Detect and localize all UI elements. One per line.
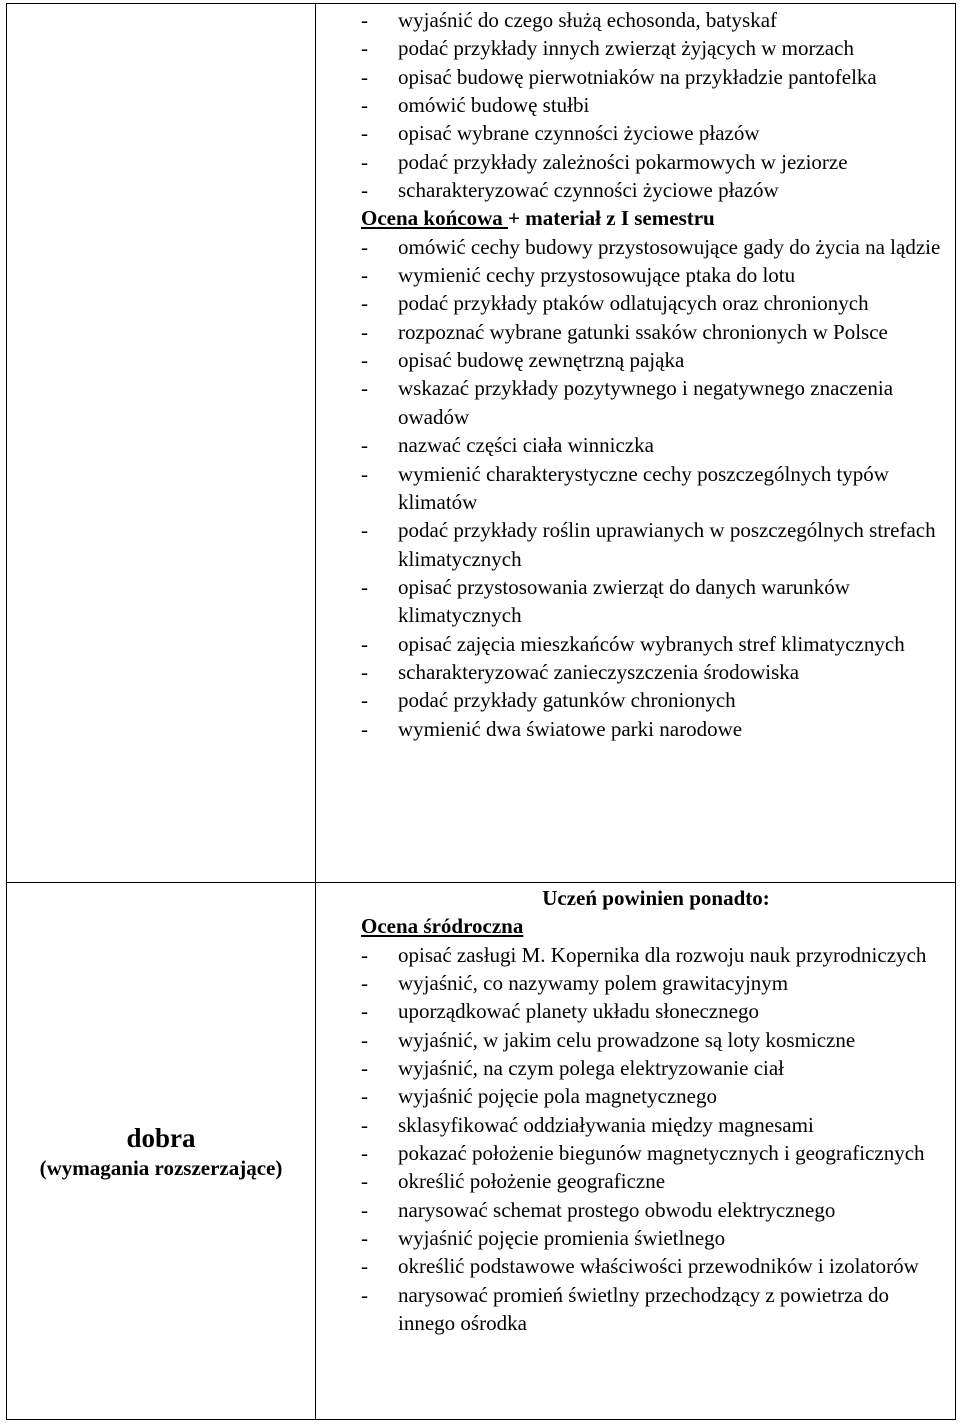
list-dash: - xyxy=(361,1056,368,1081)
list-item-text: podać przykłady roślin uprawianych w poszczególnych strefach klimatycznych xyxy=(398,518,936,571)
row-divider xyxy=(7,882,955,883)
list-dash: - xyxy=(361,64,368,89)
list-dash: - xyxy=(361,234,368,259)
list-item-text: uporządkować planety układu słonecznego xyxy=(398,999,759,1024)
list-dash: - xyxy=(361,348,368,373)
list-dash: - xyxy=(361,631,368,656)
list-item xyxy=(361,34,951,62)
list-dash: - xyxy=(361,1027,368,1052)
list-dash: - xyxy=(361,1084,368,1109)
midterm-grade-heading: Ocena śródroczna xyxy=(361,914,524,939)
list-dash: - xyxy=(361,574,368,599)
list-item xyxy=(361,1082,951,1110)
list-item xyxy=(361,573,951,630)
list-item xyxy=(361,460,951,517)
list-item xyxy=(361,318,951,346)
list-item xyxy=(361,630,951,658)
list-item xyxy=(361,686,951,714)
list-item-text: wyjaśnić pojęcie promienia świetlnego xyxy=(398,1226,726,1251)
final-grade-heading-underlined: Ocena końcowa xyxy=(361,206,508,231)
list-item-text: podać przykłady gatunków chronionych xyxy=(398,688,736,713)
list-item-text: narysować schemat prostego obwodu elektrycznego xyxy=(398,1197,836,1222)
section-a xyxy=(361,6,951,743)
column-divider xyxy=(315,4,316,1419)
list-dash: - xyxy=(361,971,368,996)
list-dash: - xyxy=(361,291,368,316)
list-dash: - xyxy=(361,461,368,486)
list-item-text: rozpoznać wybrane gatunki ssaków chronionych w Polsce xyxy=(398,319,888,344)
list-item xyxy=(361,6,951,34)
list-item xyxy=(361,176,951,204)
list-item xyxy=(361,233,951,261)
list-item xyxy=(361,119,951,147)
list-item xyxy=(361,1196,951,1224)
list-item-text: wyjaśnić, w jakim celu prowadzone są loty kosmiczne xyxy=(398,1027,856,1052)
list-item-text: omówić cechy budowy przystosowujące gady do życia na lądzie xyxy=(398,234,941,259)
list-item-text: wyjaśnić, na czym polega elektryzowanie ciał xyxy=(398,1056,784,1081)
list-item xyxy=(361,1139,951,1167)
grade-subtitle: (wymagania rozszerzające) xyxy=(39,1155,283,1180)
list-item-text: określić podstawowe właściwości przewodników i izolatorów xyxy=(398,1254,919,1279)
list-item-text: wyjaśnić do czego służą echosonda, batyskaf xyxy=(398,8,778,32)
list-item-text: scharakteryzować zanieczyszczenia środowiska xyxy=(398,659,800,684)
list-dash: - xyxy=(361,688,368,713)
list-item-text: omówić budowę stułbi xyxy=(398,93,590,118)
list-item-text: wymienić charakterystyczne cechy poszczególnych typów klimatów xyxy=(398,461,889,514)
list-item-text: scharakteryzować czynności życiowe płazów xyxy=(398,178,779,203)
list-item-text: wyjaśnić pojęcie pola magnetycznego xyxy=(398,1084,717,1109)
list-dash: - xyxy=(361,716,368,741)
list-item xyxy=(361,1224,951,1252)
list-item xyxy=(361,715,951,743)
list-item xyxy=(361,431,951,459)
list-dash: - xyxy=(361,263,368,288)
list-dash: - xyxy=(361,121,368,146)
requirements-list-3 xyxy=(361,941,951,1338)
section-b xyxy=(361,884,951,1338)
list-item-text: podać przykłady ptaków odlatujących oraz chronionych xyxy=(398,291,869,316)
list-item xyxy=(361,658,951,686)
final-grade-heading xyxy=(361,204,951,232)
list-dash: - xyxy=(361,518,368,543)
list-dash: - xyxy=(361,319,368,344)
list-item xyxy=(361,148,951,176)
list-dash: - xyxy=(361,8,368,32)
list-item xyxy=(361,1281,951,1338)
list-item-text: opisać budowę zewnętrzną pająka xyxy=(398,348,685,373)
list-item-text: opisać zasługi M. Kopernika dla rozwoju nauk przyrodniczych xyxy=(398,942,927,967)
list-item-text: podać przykłady innych zwierząt żyjących w morzach xyxy=(398,36,854,61)
requirements-list-2 xyxy=(361,233,951,743)
list-dash: - xyxy=(361,999,368,1024)
list-dash: - xyxy=(361,1141,368,1166)
list-dash: - xyxy=(361,1282,368,1307)
list-item-text: podać przykłady zależności pokarmowych w jeziorze xyxy=(398,149,848,174)
list-item-text: opisać wybrane czynności życiowe płazów xyxy=(398,121,760,146)
list-item xyxy=(361,1054,951,1082)
list-dash: - xyxy=(361,433,368,458)
section-b-header: Uczeń powinien ponadto: xyxy=(542,886,770,910)
list-dash: - xyxy=(361,1197,368,1222)
grade-cell xyxy=(7,884,315,1419)
list-item-text: wymienić dwa światowe parki narodowe xyxy=(398,716,743,741)
list-item xyxy=(361,91,951,119)
list-item xyxy=(361,1252,951,1280)
list-dash: - xyxy=(361,93,368,118)
list-dash: - xyxy=(361,1169,368,1194)
list-item xyxy=(361,1167,951,1195)
list-item xyxy=(361,969,951,997)
final-grade-heading-rest: + materiał z I semestru xyxy=(508,206,715,231)
list-item-text: określić położenie geograficzne xyxy=(398,1169,666,1194)
list-item xyxy=(361,63,951,91)
list-item-text: opisać zajęcia mieszkańców wybranych stref klimatycznych xyxy=(398,631,905,656)
list-item xyxy=(361,1111,951,1139)
list-item xyxy=(361,374,951,431)
requirements-list-1 xyxy=(361,6,951,204)
list-item-text: wskazać przykłady pozytywnego i negatywnego znaczenia owadów xyxy=(398,376,894,429)
list-item xyxy=(361,941,951,969)
list-dash: - xyxy=(361,149,368,174)
list-item-text: opisać budowę pierwotniaków na przykładzie pantofelka xyxy=(398,64,877,89)
list-dash: - xyxy=(361,942,368,967)
list-dash: - xyxy=(361,376,368,401)
list-item-text: pokazać położenie biegunów magnetycznych i geograficznych xyxy=(398,1141,925,1166)
list-item xyxy=(361,1026,951,1054)
list-item-text: nazwać części ciała winniczka xyxy=(398,433,654,458)
list-item-text: narysować promień świetlny przechodzący z powietrza do innego ośrodka xyxy=(398,1282,889,1336)
list-item xyxy=(361,261,951,289)
list-dash: - xyxy=(361,1226,368,1251)
list-item xyxy=(361,516,951,573)
list-item-text: opisać przystosowania zwierząt do danych warunków klimatycznych xyxy=(398,574,850,628)
list-item xyxy=(361,289,951,317)
list-dash: - xyxy=(361,178,368,203)
list-item-text: wyjaśnić, co nazywamy polem grawitacyjnym xyxy=(398,971,789,996)
list-dash: - xyxy=(361,36,368,61)
list-item-text: sklasyfikować oddziaływania między magnesami xyxy=(398,1112,814,1137)
list-item xyxy=(361,346,951,374)
list-item-text: wymienić cechy przystosowujące ptaka do lotu xyxy=(398,263,796,288)
grade-title: dobra xyxy=(126,1122,196,1153)
list-dash: - xyxy=(361,659,368,684)
list-dash: - xyxy=(361,1254,368,1279)
list-dash: - xyxy=(361,1112,368,1137)
list-item xyxy=(361,997,951,1025)
